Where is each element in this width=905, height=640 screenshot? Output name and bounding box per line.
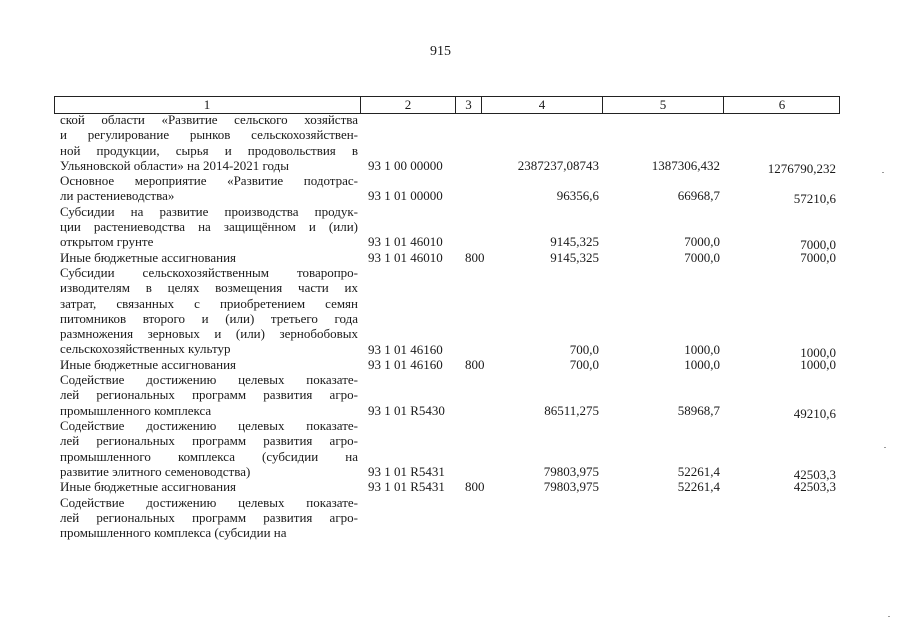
row-value-2021: 42503,3 — [793, 479, 836, 495]
row-code: 93 1 01 R5431 — [368, 479, 445, 495]
description-line: промышленного комплекса (субсидии на — [60, 448, 358, 464]
description-line: Иные бюджетные ассигнования — [60, 479, 237, 495]
row-description — [60, 418, 358, 479]
row-code: 93 1 01 R5430 — [368, 402, 445, 418]
description-line: промышленного комплекса (субсидии на — [60, 525, 287, 541]
description-line: лей региональных программ развития агро- — [60, 387, 358, 403]
description-line: развитие элитного семеноводства) — [60, 463, 251, 479]
row-description — [60, 265, 358, 357]
row-value-2019: 79803,975 — [543, 479, 599, 495]
row-expense-type: 800 — [465, 249, 485, 265]
row-value-2019: 700,0 — [569, 341, 599, 357]
description-line: промышленного комплекса — [60, 402, 212, 418]
description-line: лей региональных программ развития агро- — [60, 433, 358, 449]
row-value-2020: 7000,0 — [684, 234, 720, 250]
row-value-2020: 1000,0 — [684, 341, 720, 357]
description-line: затрат, связанных с приобретением семян — [60, 295, 358, 311]
scan-speck — [884, 447, 886, 448]
description-line: лей региональных программ развития агро- — [60, 509, 358, 525]
row-description — [60, 250, 358, 265]
description-line: Ульяновской области» на 2014-2021 годы — [60, 157, 290, 173]
row-value-2020: 52261,4 — [677, 463, 720, 479]
description-line: Содействие достижению целевых показате- — [60, 372, 358, 388]
row-description — [60, 495, 358, 541]
description-line: Иные бюджетные ассигнования — [60, 356, 237, 372]
row-code: 93 1 01 00000 — [368, 188, 443, 204]
row-description — [60, 204, 358, 250]
row-code: 93 1 00 00000 — [368, 157, 443, 173]
row-value-2021: 57210,6 — [793, 191, 836, 207]
page-number: 915 — [430, 44, 451, 59]
row-expense-type: 800 — [465, 479, 485, 495]
row-value-2019: 2387237,08743 — [517, 157, 599, 173]
row-description — [60, 173, 358, 204]
row-value-2021: 7000,0 — [800, 237, 836, 253]
row-value-2021: 49210,6 — [793, 405, 836, 421]
scan-speck — [888, 616, 890, 617]
row-code: 93 1 01 46160 — [368, 341, 443, 357]
description-line: Основное мероприятие «Развитие подотрас- — [60, 173, 358, 189]
description-line: и регулирование рынков сельскохозяйствен- — [60, 127, 358, 143]
row-code: 93 1 01 46160 — [368, 356, 443, 372]
description-line: изводителям в целях возмещения части их — [60, 280, 358, 296]
header-col-4: 4 — [481, 97, 602, 113]
row-value-2019: 86511,275 — [544, 402, 599, 418]
header-col-3: 3 — [455, 97, 481, 113]
header-col-1: 1 — [203, 97, 211, 112]
row-code: 93 1 01 46010 — [368, 234, 443, 250]
row-description — [60, 357, 358, 372]
description-line: Субсидии на развитие производства продук- — [60, 203, 358, 219]
row-expense-type: 800 — [465, 356, 485, 372]
description-line: ции растениеводства на защищённом и (или) — [60, 219, 358, 235]
row-value-2020: 1000,0 — [684, 356, 720, 372]
row-value-2019: 9145,325 — [550, 234, 599, 250]
row-value-2020: 1387306,432 — [651, 157, 720, 173]
row-value-2021: 1276790,232 — [767, 160, 836, 176]
row-value-2021: 42503,3 — [793, 466, 836, 482]
header-col-6: 6 — [723, 97, 840, 113]
row-value-2020: 52261,4 — [677, 479, 720, 495]
description-line: размножения зерновых и (или) зернобобовых — [60, 326, 358, 342]
row-code: 93 1 01 R5431 — [368, 463, 445, 479]
description-line: открытом грунте — [60, 234, 154, 250]
row-description — [60, 112, 358, 173]
description-line: Субсидии сельскохозяйственным товаропро- — [60, 265, 358, 280]
description-line: ской области «Развитие сельского хозяйства — [60, 112, 358, 127]
description-line: ли растениеводства» — [60, 188, 175, 204]
row-value-2020: 58968,7 — [677, 402, 720, 418]
header-col-2: 2 — [360, 97, 455, 113]
description-line: Иные бюджетные ассигнования — [60, 249, 237, 265]
row-code: 93 1 01 46010 — [368, 249, 443, 265]
row-value-2019: 79803,975 — [543, 463, 599, 479]
description-line: ной продукции, сырья и продовольствия в — [60, 142, 358, 158]
description-line: Содействие достижению целевых показате- — [60, 494, 358, 510]
row-value-2019: 9145,325 — [550, 249, 599, 265]
row-value-2021: 1000,0 — [800, 356, 836, 372]
description-line: сельскохозяйственных культур — [60, 341, 231, 357]
row-value-2020: 7000,0 — [684, 249, 720, 265]
description-line: Содействие достижению целевых показате- — [60, 418, 358, 433]
row-value-2021: 7000,0 — [800, 249, 836, 265]
row-value-2019: 700,0 — [569, 356, 599, 372]
row-description — [60, 479, 358, 494]
row-value-2019: 96356,6 — [556, 188, 599, 204]
header-col-5: 5 — [602, 97, 723, 113]
row-description — [60, 372, 358, 418]
row-value-2021: 1000,0 — [800, 344, 836, 360]
row-value-2020: 66968,7 — [677, 188, 720, 204]
scan-speck — [882, 172, 884, 173]
description-line: питомников второго и (или) третьего года — [60, 310, 358, 326]
